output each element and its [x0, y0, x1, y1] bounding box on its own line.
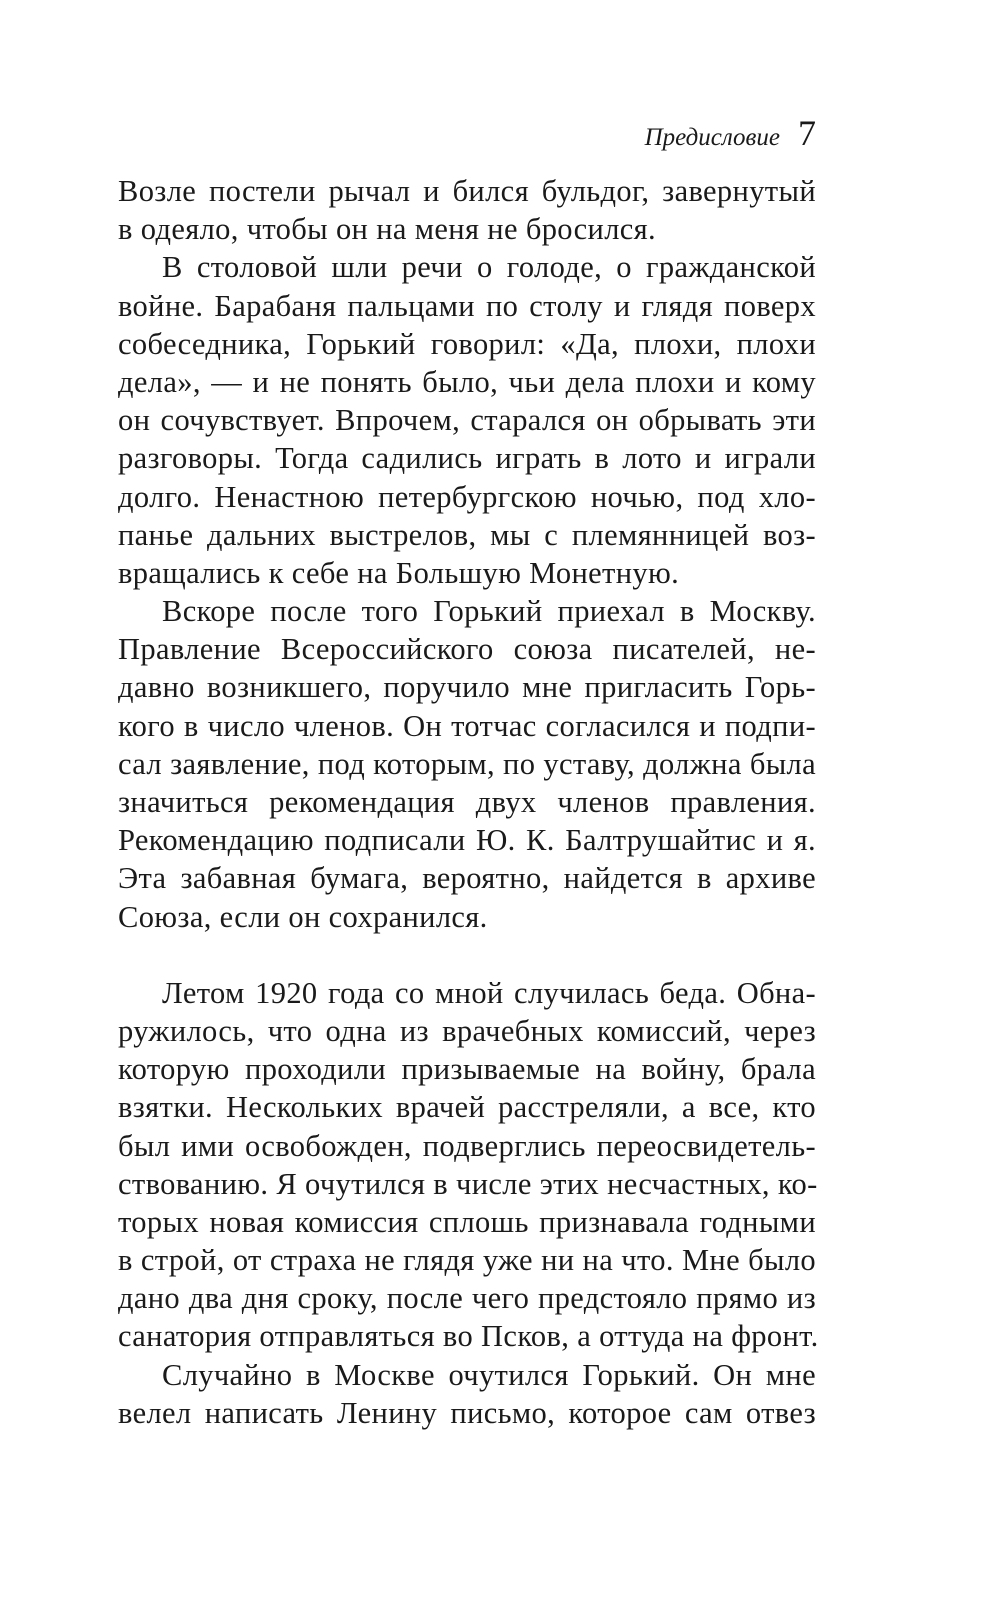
text-line: Возле постели рычал и бился бульдог, завернутый [118, 174, 816, 208]
text-line: дано два дня сроку, после чего предстояло прямо из [118, 1281, 816, 1316]
text-line: значиться рекомендация двух членов правления. [118, 785, 816, 819]
text-line: в одеяло, чтобы он на меня не бросился. [118, 212, 657, 247]
text-line: Союза, если он сохранился. [118, 899, 488, 934]
text-line: Случайно в Москве очутился Горький. Он мне [162, 1357, 816, 1392]
text-line: торых новая комиссия сплошь признавала годными [118, 1204, 816, 1239]
text-line: давно возникшего, поручило мне пригласить Горь- [118, 670, 816, 705]
text-line: Летом 1920 года со мной случилась беда. Обна- [162, 975, 816, 1010]
text-line: Рекомендацию подписали Ю. К. Балтрушайтис и я. [118, 823, 816, 858]
text-line: взятки. Нескольких врачей расстреляли, а все, кто [118, 1090, 816, 1125]
text-line: Эта забавная бумага, вероятно, найдется в архиве [118, 861, 816, 896]
text-line: сал заявление, под которым, по уставу, должна была [118, 746, 816, 781]
text-line: был ими освобожден, подверглись переосвидетель- [118, 1128, 816, 1163]
text-line: панье дальних выстрелов, мы с племянницей воз- [118, 517, 816, 552]
body-text [118, 172, 819, 1432]
text-line: дела», — и не понять было, чьи дела плохи и кому [118, 364, 816, 399]
text-line: В столовой шли речи о голоде, о гражданской [162, 250, 816, 285]
text-line: собеседника, Горький говорил: «Да, плохи, плохи [118, 326, 816, 361]
text-line: Вскоре после того Горький приехал в Москву. [162, 594, 816, 629]
text-line: ствованию. Я очутился в числе этих несчастных, ко- [118, 1166, 818, 1201]
text-line: он сочувствует. Впрочем, старался он обрывать эти [118, 403, 816, 438]
text-line: кого в число членов. Он тотчас согласился и подпи- [118, 708, 816, 743]
text-line: Правление Всероссийского союза писателей, не- [118, 632, 816, 667]
text-line: вращались к себе на Большую Монетную. [118, 555, 680, 590]
text-line: войне. Барабаня пальцами по столу и глядя поверх [118, 288, 816, 323]
text-line: ружилось, что одна из врачебных комиссий, через [118, 1013, 816, 1048]
text-line: велел написать Ленину письмо, которое сам отвез [118, 1395, 816, 1430]
page-number: 7 [798, 113, 816, 153]
running-header [118, 112, 816, 162]
running-title: Предисловие [644, 124, 780, 151]
text-line: которую проходили призываемые на войну, брала [118, 1052, 816, 1087]
section-break [118, 936, 816, 974]
text-line: разговоры. Тогда садились играть в лото и играли [118, 441, 816, 476]
text-line: в строй, от страха не глядя уже ни на что. Мне было [118, 1243, 816, 1278]
text-line: санатория отправляться во Псков, а оттуда на фронт. [118, 1319, 819, 1354]
text-line: долго. Ненастною петербургскою ночью, под хло- [118, 479, 816, 514]
